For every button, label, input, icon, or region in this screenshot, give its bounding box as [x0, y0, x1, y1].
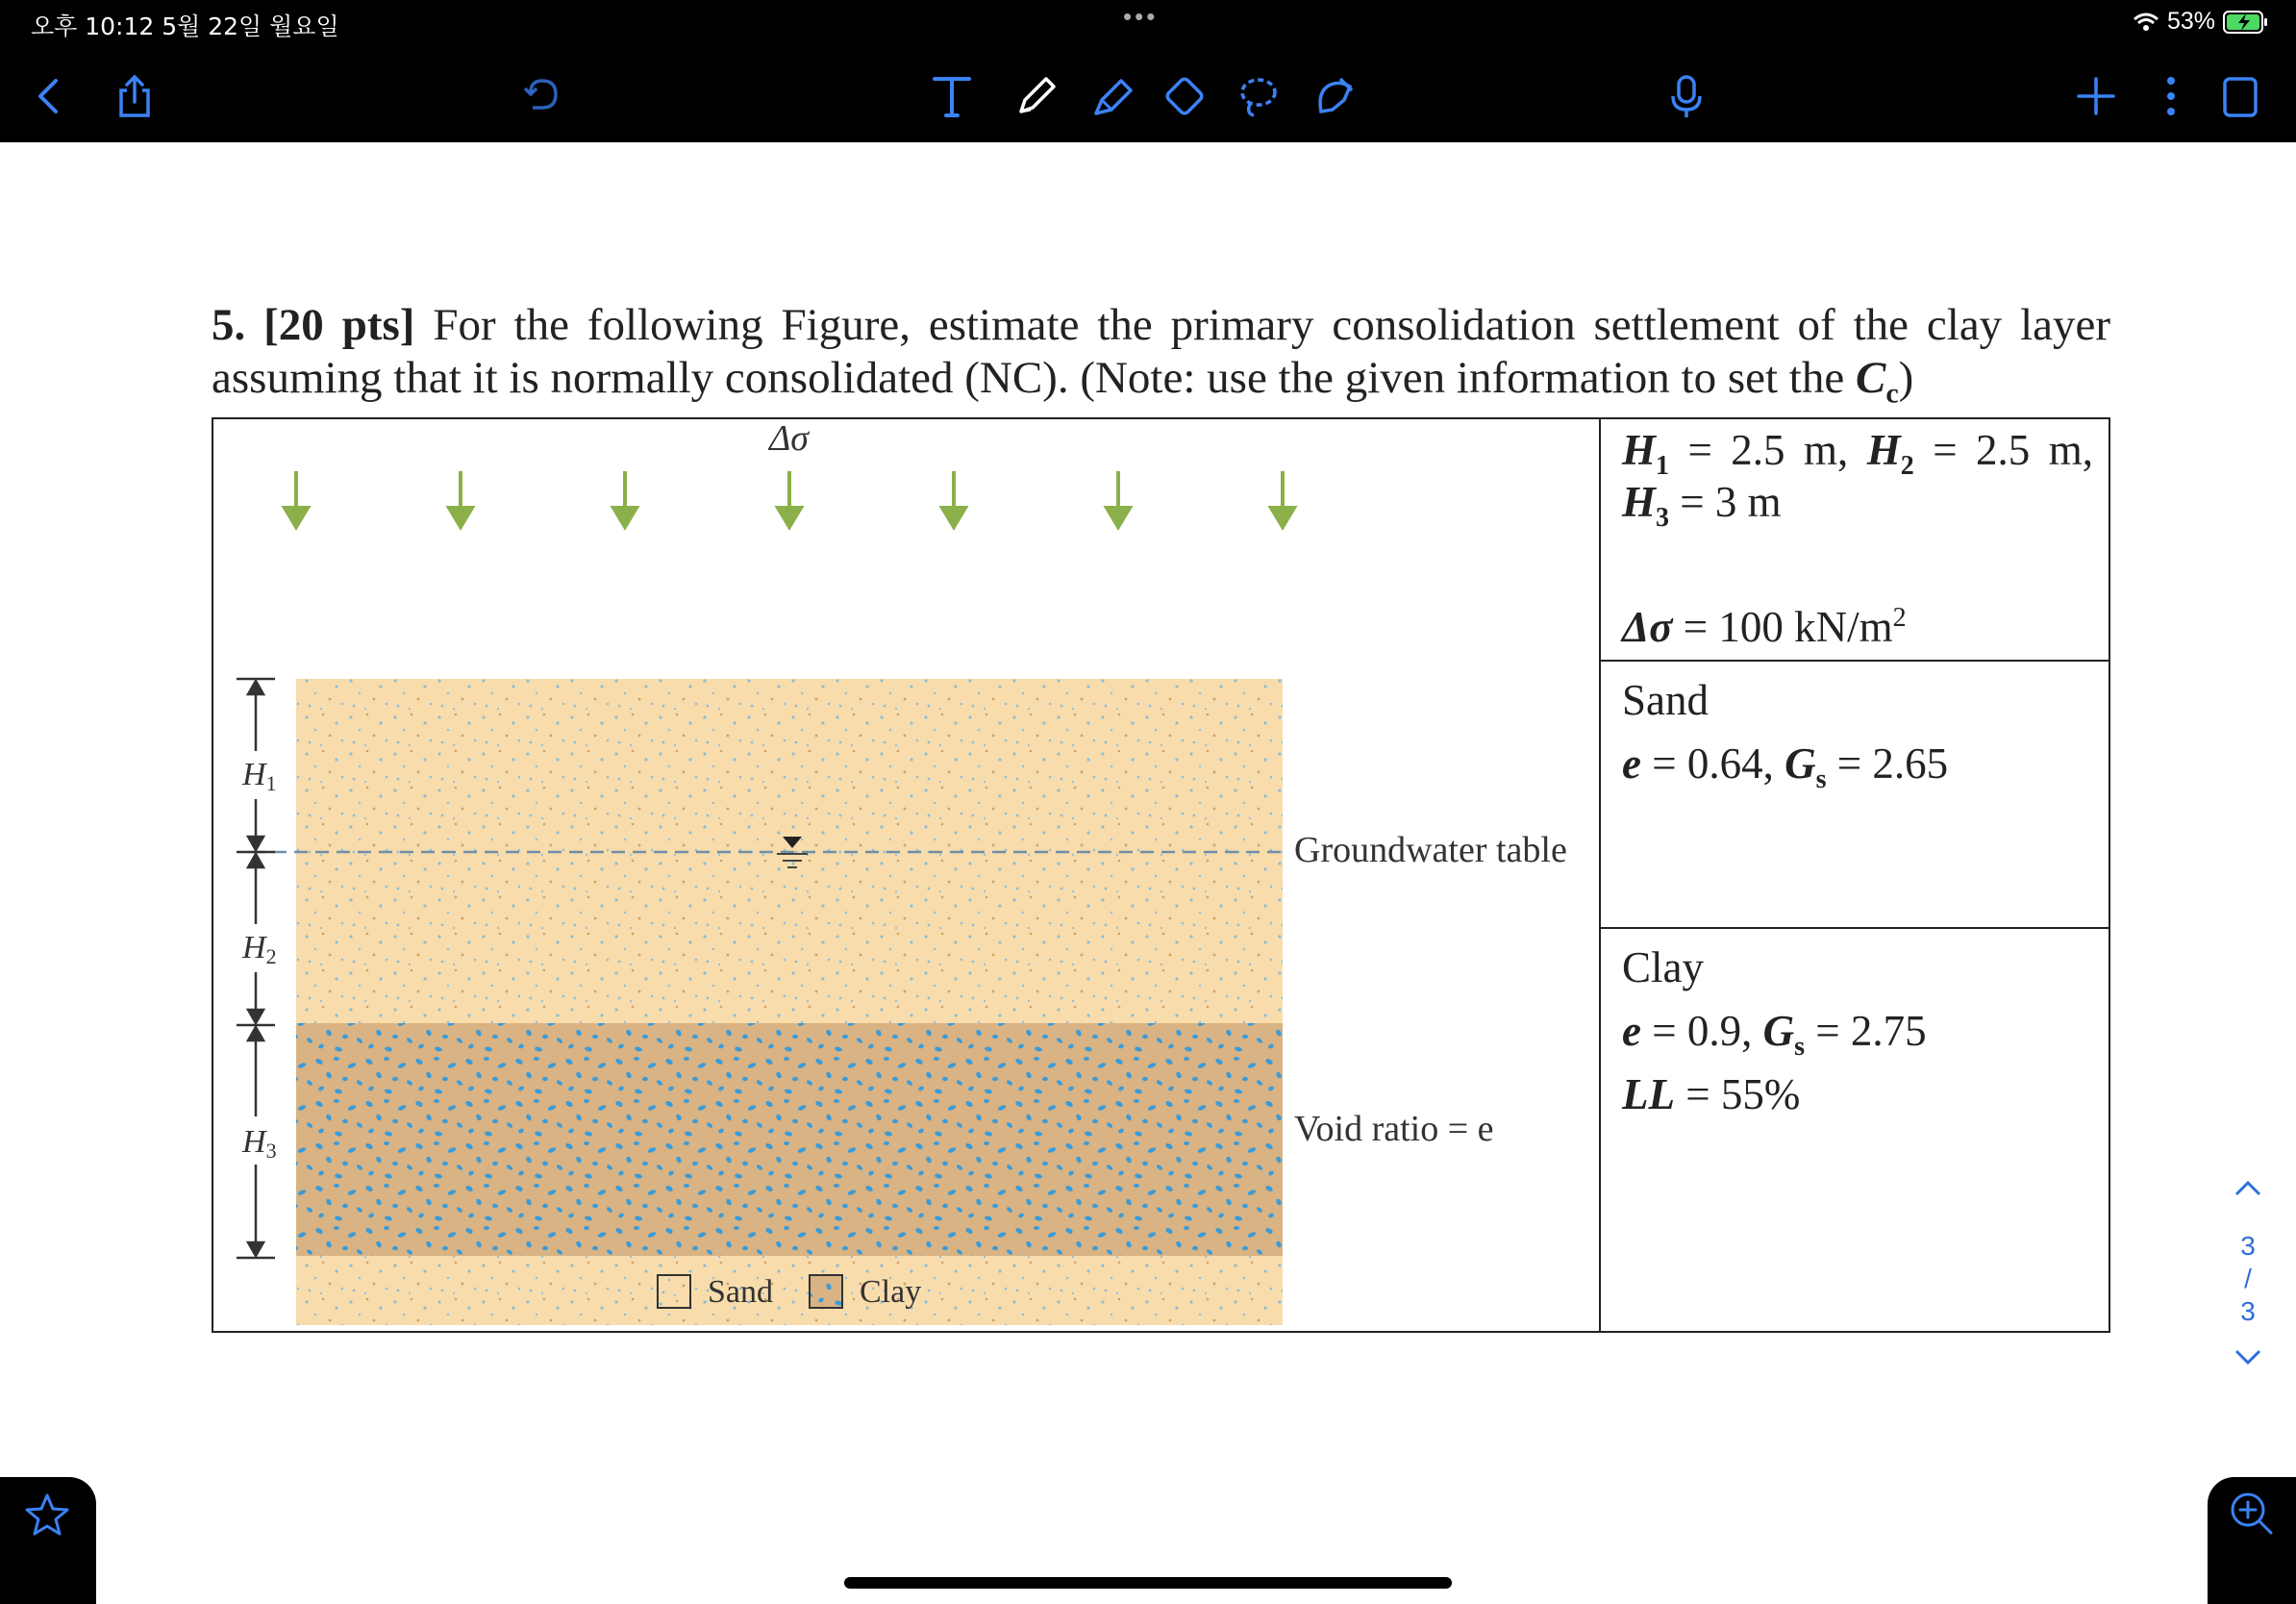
page-navigator — [2229, 1173, 2267, 1404]
cc-symbol: C — [1855, 353, 1886, 403]
microphone-icon[interactable] — [1660, 69, 1713, 123]
load-label: Δσ — [769, 419, 810, 459]
gwt-label: Groundwater table — [1294, 830, 1567, 870]
clay-props: e = 0.9, $G_s = 2.75$ — [1622, 1007, 1927, 1062]
clay-ll: LL = 55% — [1622, 1070, 1801, 1118]
more-icon[interactable] — [2144, 69, 2198, 123]
heights-row-2: $H_3 = 3$ m — [1622, 478, 1782, 533]
star-icon[interactable] — [23, 1491, 71, 1539]
page-down-icon[interactable] — [2231, 1343, 2265, 1372]
load-value: Δσ = 100 $kN/m^2$ — [1622, 603, 1907, 651]
status-time: 오후 10:12 5월 22일 월요일 — [31, 13, 339, 40]
battery-charging-icon — [2223, 10, 2269, 35]
add-icon[interactable] — [2069, 69, 2123, 123]
eraser-icon[interactable] — [1158, 69, 1211, 123]
load-arrow — [942, 471, 965, 527]
load-arrow — [1271, 471, 1294, 527]
info-cell-clay — [1601, 929, 2110, 1331]
text-tool-icon[interactable] — [925, 69, 979, 123]
back-icon[interactable] — [23, 69, 77, 123]
sand-title: Sand — [1622, 676, 1709, 724]
clay-title: Clay — [1622, 943, 1704, 991]
info-table — [1599, 417, 2110, 1333]
legend-sand-label: Sand — [708, 1274, 773, 1310]
status-right — [2133, 8, 2269, 36]
wifi-icon — [2133, 12, 2159, 33]
legend-sand-swatch — [658, 1275, 690, 1308]
legend-clay-label: Clay — [860, 1274, 922, 1310]
highlighter-icon[interactable] — [1086, 69, 1140, 123]
load-arrows — [285, 471, 1294, 527]
load-arrow — [778, 471, 801, 527]
status-bar — [0, 0, 2296, 48]
undo-icon[interactable] — [515, 69, 569, 123]
home-indicator[interactable] — [844, 1577, 1452, 1589]
pen-icon[interactable] — [1010, 69, 1063, 123]
page-current: 3 — [2240, 1231, 2256, 1261]
battery-percent: 53% — [2166, 8, 2215, 35]
load-arrow — [449, 471, 472, 527]
load-arrow — [613, 471, 636, 527]
heights-row-1: $H_1 = 2.5$ m, $H_2 = 2.5$ m, — [1622, 426, 2093, 481]
load-arrow — [1107, 471, 1130, 527]
load-arrow — [285, 471, 308, 527]
info-cell-sand — [1601, 662, 2110, 929]
h3-label: H3 — [242, 1124, 277, 1163]
sand-layer-lower — [296, 1256, 1283, 1325]
clay-layer — [296, 1023, 1283, 1256]
info-cell-geometry — [1601, 417, 2110, 662]
favorites-panel — [0, 1477, 96, 1604]
legend-clay-swatch — [810, 1275, 842, 1308]
document-page — [0, 142, 2296, 1604]
zoom-in-icon[interactable] — [2227, 1489, 2275, 1537]
toolbar — [0, 48, 2296, 142]
zoom-panel — [2208, 1477, 2296, 1604]
page-up-icon[interactable] — [2231, 1173, 2265, 1202]
soil-profile-figure — [213, 419, 1598, 1331]
question-line-1 — [212, 299, 2110, 351]
page-counter — [2229, 1230, 2267, 1328]
pages-icon[interactable] — [2213, 69, 2267, 123]
h1-label: H1 — [242, 757, 277, 795]
page-separator: / — [2244, 1264, 2252, 1293]
page-total: 3 — [2240, 1296, 2256, 1326]
h2-label: H2 — [242, 930, 277, 968]
multitask-dots[interactable]: ••• — [1123, 2, 1159, 31]
void-ratio-label: Void ratio = e — [1294, 1109, 1494, 1149]
question-text-2: assuming that it is normally consolidated (NC). (Note: use the given information to set the — [212, 353, 1856, 403]
lasso-icon[interactable] — [1231, 69, 1285, 123]
question-number: 5. [20 pts] — [212, 300, 415, 350]
question-line-2: assuming that it is normally consolidated (NC). (Note: use the given information to set the $C_c$) — [212, 353, 1914, 410]
sand-props: e = 0.64, $G_s = 2.65$ — [1622, 739, 1949, 794]
question-text-1: For the following Figure, estimate the primary consolidation settlement of the clay layer — [414, 300, 2110, 350]
share-icon[interactable] — [108, 69, 162, 123]
shape-icon[interactable] — [1310, 69, 1363, 123]
